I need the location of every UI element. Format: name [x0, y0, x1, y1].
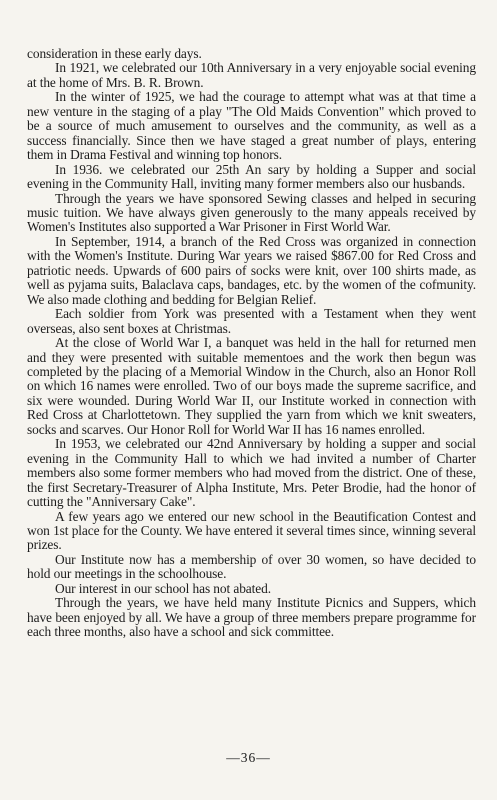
paragraph: Each soldier from York was presented with a Testament when they went overseas, also sent boxes at Christmas.: [27, 306, 476, 336]
paragraph: In the winter of 1925, we had the courage to attempt what was at that time a new venture in the staging of a play "The Old Maids Convention" which proved to be a source of much amusement to ourselves and the community, as well as a success financially. Since then we have staged a great number of plays, entering them in Drama Festival and winning top honors.: [27, 89, 476, 163]
paragraph: In 1936. we celebrated our 25th An sary by holding a Supper and social evening in the Community Hall, inviting many former members also our husbands.: [27, 161, 476, 192]
paragraph: At the close of World War I, a banquet was held in the hall for returned men and they were presented with suitable mementoes and the work then begun was completed by the placing of a Memorial Window in the Church, also an Honor Roll on which 16 names were enrolled. Two of our boys made the supreme sacrifice, and six were wounded. During World War II, our Institute worked in connection with Red Cross at Charlottetown. They supplied the yarn from which we knit sweaters, socks and scarves. Our Honor Roll for World War II has 16 names enrolled.: [27, 335, 476, 437]
paragraph: In 1921, we celebrated our 10th Anniversary in a very enjoyable social evening at the home of Mrs. B. R. Brown.: [27, 60, 476, 90]
paragraph: Through the years we have sponsored Sewing classes and helped in securing music tuition. We have always given generously to the many appeals received by Women's Institutes also supported a War Prisoner in First World War.: [27, 190, 476, 235]
body-text: [27, 47, 476, 640]
paragraph: In 1953, we celebrated our 42nd Anniversary by holding a supper and social evening in the Community Hall to which we had invited a number of Charter members also some former members who had moved from the district. One of these, the first Secretary-Treasurer of Alpha Institute, Mrs. Peter Brodie, had the honor of cutting the "Anniversary Cake".: [27, 436, 476, 510]
paragraph: Through the years, we have held many Institute Picnics and Suppers, which have been enjoyed by all. We have a group of three members prepare programme for each three months, also have a school and sick committee.: [27, 595, 476, 640]
paragraph: In September, 1914, a branch of the Red Cross was organized in connection with the Women's Institute. During War years we raised $867.00 for Red Cross and patriotic needs. Upwards of 600 pairs of socks were knit, over 100 shirts made, as well as pyjama suits, Balaclava caps, bandages, etc. by the women of the cofmunity. We also made clothing and bedding for Belgian Relief.: [27, 233, 476, 307]
paragraph: A few years ago we entered our new school in the Beautification Contest and won 1st place for the County. We have entered it several times since, winning several prizes.: [27, 508, 476, 553]
paragraph: consideration in these early days.: [27, 46, 202, 61]
paragraph: Our Institute now has a membership of over 30 women, so have decided to hold our meetings in the schoolhouse.: [27, 551, 476, 582]
paragraph: Our interest in our school has not abated.: [55, 580, 271, 596]
page-number: —36—: [226, 750, 271, 765]
